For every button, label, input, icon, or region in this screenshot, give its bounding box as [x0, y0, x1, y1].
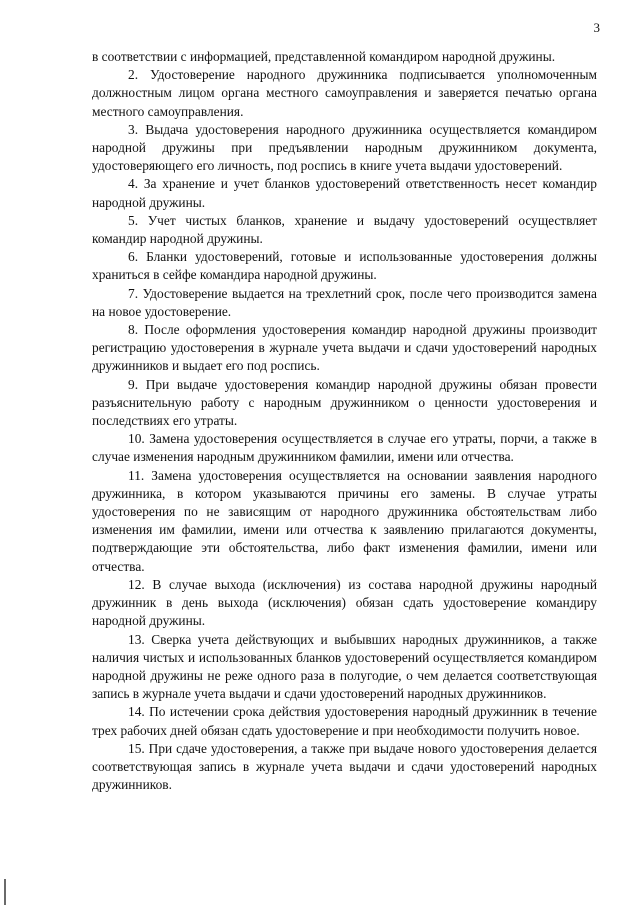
paragraph-5: 5. Учет чистых бланков, хранение и выдачу удостоверений осуществляет командир народной дружины.: [92, 212, 597, 247]
paragraph-9: 9. При выдаче удостоверения командир народной дружины обязан провести разъяснительную работу с народным дружинником о ценности удостоверения и последствиях его утраты.: [92, 376, 597, 429]
scan-edge-mark: [4, 879, 6, 905]
paragraph-3: 3. Выдача удостоверения народного дружинника осуществляется командиром народной дружины при предъявлении народным дружинником документа, удостоверяющего его личность, под роспись в книге учета выдачи удостоверений.: [92, 121, 597, 174]
paragraph-7: 7. Удостоверение выдается на трехлетний срок, после чего производится замена на новое удостоверение.: [92, 285, 597, 319]
paragraph-11: 11. Замена удостоверения осуществляется на основании заявления народного дружинника, в котором указываются причины его замены. В случае утраты удостоверения по не зависящим от народного дружинника обстоятельствам либо изменения им фамилии, имени или отчества к заявлению прилагаются документы, подтверждающие эти обстоятельства, либо факт изменения фамилии, имени или отчества.: [92, 467, 597, 574]
paragraph-continuation: в соответствии с информацией, представленной командиром народной дружины.: [92, 49, 556, 64]
page-number: 3: [593, 20, 600, 35]
paragraph-6: 6. Бланки удостоверений, готовые и использованные удостоверения должны храниться в сейфе командира народной дружины.: [92, 249, 597, 283]
paragraph-12: 12. В случае выхода (исключения) из состава народной дружины народный дружинник в день выхода (исключения) обязан сдать удостоверение командиру народной дружины.: [92, 576, 597, 629]
document-body: [92, 48, 597, 794]
paragraph-2: 2. Удостоверение народного дружинника подписывается уполномоченным должностным лицом органа местного самоуправления и заверяется печатью органа местного самоуправления.: [92, 67, 597, 119]
paragraph-15: 15. При сдаче удостоверения, а также при выдаче нового удостоверения делается соответствующая запись в журнале учета выдачи и сдачи удостоверений народных дружинников.: [92, 740, 597, 793]
paragraph-4: 4. За хранение и учет бланков удостоверений ответственность несет командир народной дружины.: [92, 176, 597, 210]
paragraph-14: 14. По истечении срока действия удостоверения народный дружинник в течение трех рабочих дней обязан сдать удостоверение и при необходимости получить новое.: [92, 704, 597, 738]
paragraph-8: 8. После оформления удостоверения командир народной дружины производит регистрацию удостоверения в журнале учета выдачи и сдачи удостоверений народных дружинников и выдает его под роспись.: [92, 322, 597, 374]
paragraph-13: 13. Сверка учета действующих и выбывших народных дружинников, а также наличия чистых и использованных бланков удостоверений осуществляется командиром народной дружины не реже одного раза в полугодие, о чем делается соответствующая запись в журнале учета выдачи и сдачи удостоверений народных дружинников.: [92, 631, 597, 702]
paragraph-10: 10. Замена удостоверения осуществляется в случае его утраты, порчи, а также в случае изменения народным дружинником фамилии, имени или отчества.: [92, 431, 597, 465]
